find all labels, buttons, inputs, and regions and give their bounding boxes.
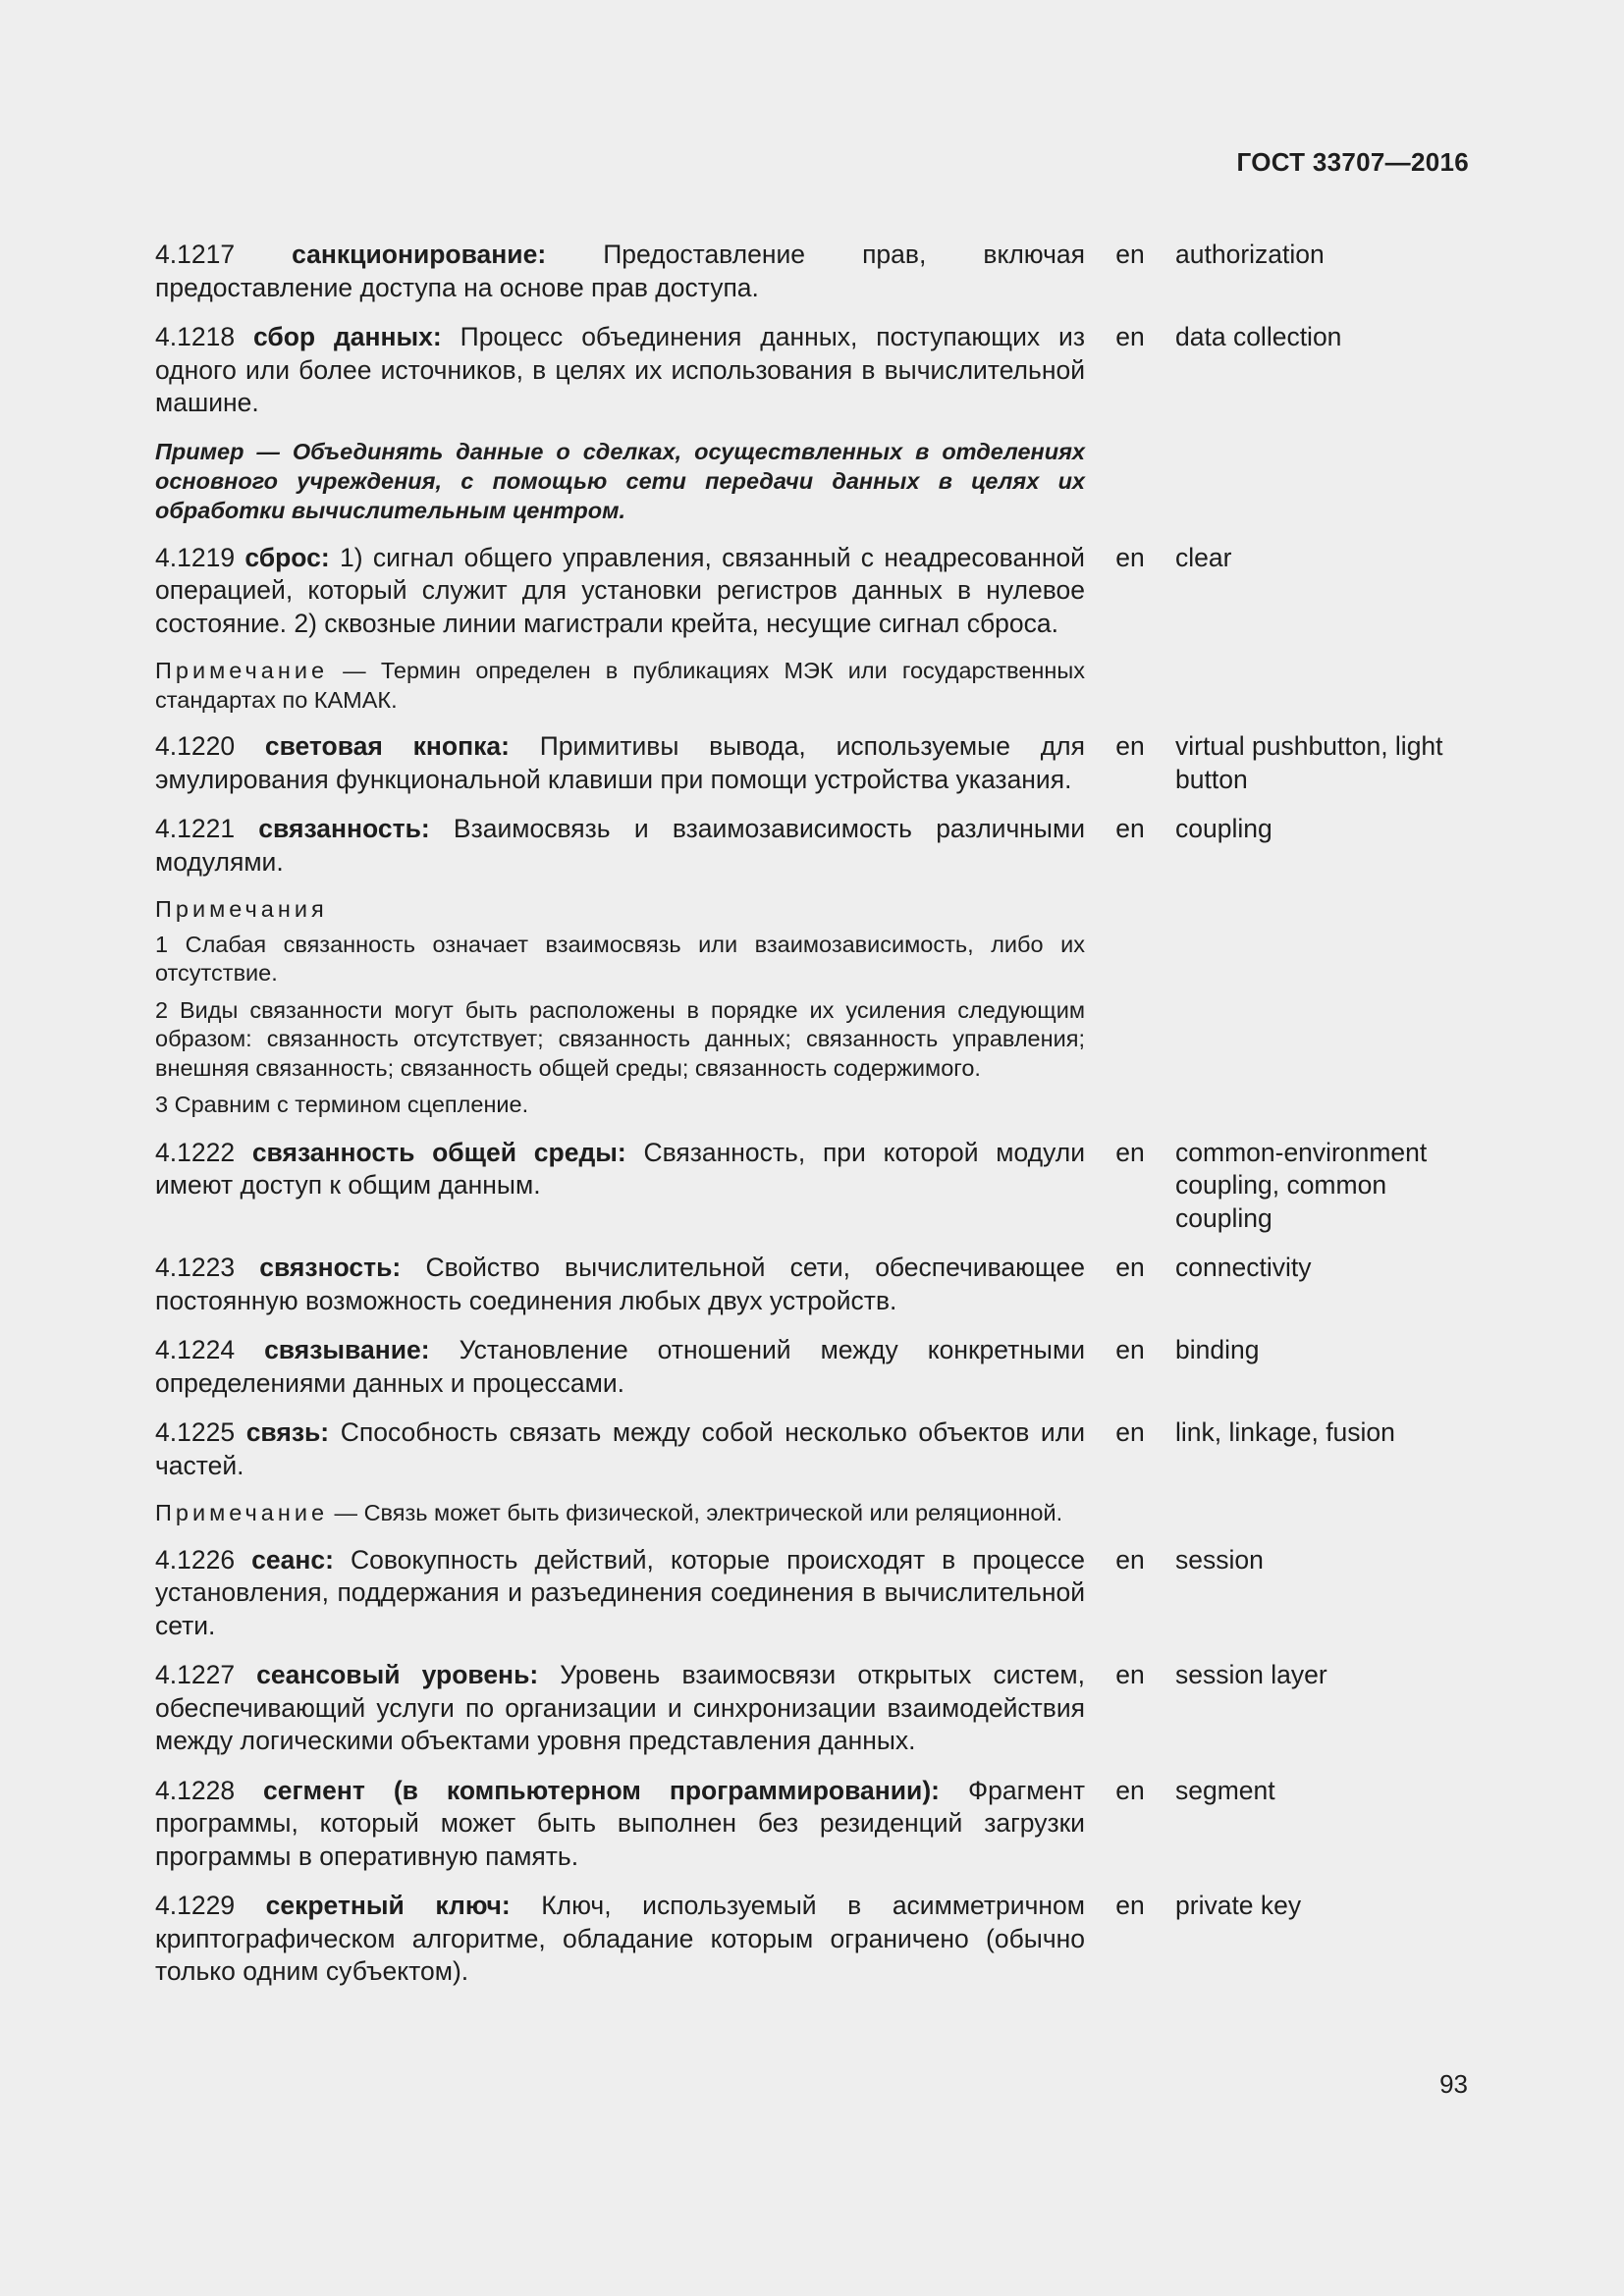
term-number: 4.1220 [155, 731, 265, 761]
term-number: 4.1223 [155, 1253, 260, 1282]
term-description: Совокупность действий, которые происходят в процессе установления, поддержания и разъединения соединения в вычислительной сети. [155, 1544, 1085, 1640]
english-equivalent: segment [1175, 1775, 1275, 1805]
term-entry [155, 813, 1471, 879]
language-code: en [1115, 1544, 1145, 1575]
term-definition [155, 1659, 1085, 1758]
term-entry [155, 1252, 1471, 1317]
term-number: 4.1217 [155, 240, 293, 269]
term-name: связность: [259, 1253, 402, 1282]
term-description: 1) сигнал общего управления, связанный с неадресованной операцией, который служит для установки регистров данных в нулевое состояние. 2) сквозные линии магистрали крейта, несущие сигнал сброса. [155, 542, 1085, 638]
english-equivalent: common-environment coupling, common coupling [1175, 1137, 1428, 1233]
language-code: en [1115, 1137, 1145, 1167]
term-entry [155, 1416, 1471, 1482]
language-code: en [1115, 731, 1145, 761]
language-code: en [1115, 1417, 1145, 1447]
note-text: — Термин определен в публикациях МЭК или государственных стандартах по КАМАК. [155, 658, 1085, 713]
english-equivalent: session [1175, 1544, 1264, 1575]
note-item: 1 Слабая связанность означает взаимосвязь или взаимозависимость, либо их отсутствие. [155, 931, 1085, 986]
document-standard-header: ГОСТ 33707—2016 [1236, 147, 1469, 177]
term-definition [155, 1544, 1085, 1643]
language-code: en [1115, 1253, 1145, 1282]
term-name: санкционирование: [292, 240, 547, 269]
note-text: — Связь может быть физической, электрической или реляционной. [328, 1500, 1063, 1525]
term-number: 4.1218 [155, 322, 253, 351]
term-description: Предоставление прав, включая предоставление доступа на основе прав доступа. [155, 240, 1085, 302]
term-number: 4.1227 [155, 1660, 257, 1689]
language-code: en [1115, 814, 1145, 843]
term-description: Установление отношений между конкретными определениями данных и процессами. [155, 1335, 1085, 1398]
language-code: en [1115, 322, 1145, 351]
term-entry [155, 321, 1471, 420]
term-description: Ключ, используемый в асимметричном криптографическом алгоритме, обладание которым ограничено (обычно только одним субъектом). [155, 1891, 1085, 1986]
term-entry [155, 1659, 1471, 1758]
term-definition [155, 542, 1085, 641]
term-definition [155, 730, 1085, 796]
term-name: связанность общей среды: [251, 1137, 626, 1167]
english-equivalent: virtual pushbutton, light button [1175, 731, 1443, 794]
term-definition [155, 1775, 1085, 1874]
note-label: Примечание [155, 1500, 329, 1525]
term-definition [155, 1137, 1085, 1202]
terms-list [155, 239, 1471, 2005]
language-code: en [1115, 542, 1145, 572]
english-equivalent: connectivity [1175, 1253, 1312, 1282]
english-equivalent: session layer [1175, 1660, 1327, 1689]
note-item: 2 Виды связанности могут быть расположены в порядке их усиления следующим образом: связанность отсутствует; связанность данных; связанность управления; внешняя связанность; связанность общей среды; связанность содержимого. [155, 996, 1085, 1081]
language-code: en [1115, 1891, 1145, 1920]
english-equivalent: private key [1175, 1891, 1302, 1920]
note-item: 3 Сравним с термином сцепление. [155, 1092, 529, 1117]
term-definition [155, 1334, 1085, 1400]
term-name: сеанс: [251, 1544, 334, 1575]
term-name: связанность: [258, 814, 430, 843]
term-description: Свойство вычислительной сети, обеспечивающее постоянную возможность соединения любых двух устройств. [155, 1253, 1085, 1315]
term-entry [155, 1890, 1471, 1989]
term-description: Способность связать между собой несколько объектов или частей. [155, 1417, 1086, 1480]
term-number: 4.1228 [155, 1775, 264, 1805]
term-number: 4.1225 [155, 1417, 246, 1447]
term-description: Связанность, при которой модули имеют доступ к общим данным. [155, 1137, 1086, 1200]
term-number: 4.1219 [155, 542, 245, 572]
term-name: сбор данных: [252, 322, 442, 351]
term-description: Уровень взаимосвязи открытых систем, обеспечивающий услуги по организации и синхронизации взаимодействия между логическими объектами уровня представления данных. [155, 1660, 1085, 1755]
term-definition [155, 1252, 1085, 1317]
term-definition [155, 813, 1085, 879]
term-entry [155, 1137, 1471, 1236]
term-number: 4.1221 [155, 814, 259, 843]
page-number: 93 [1439, 2069, 1468, 2099]
term-name: связывание: [264, 1335, 430, 1364]
term-number: 4.1226 [155, 1544, 252, 1575]
english-equivalent: clear [1175, 542, 1232, 572]
language-code: en [1115, 1660, 1145, 1689]
term-number: 4.1224 [155, 1335, 265, 1364]
term-definition [155, 1416, 1085, 1482]
term-number: 4.1229 [155, 1891, 266, 1920]
term-name: секретный ключ: [265, 1891, 511, 1920]
term-definition [155, 321, 1085, 420]
term-example: Пример — Объединять данные о сделках, осуществленных в отделениях основного учреждения, с помощью сети передачи данных в целях их обработки вычислительным центром. [155, 438, 1085, 523]
term-definition [155, 1890, 1085, 1989]
term-description: Процесс объединения данных, поступающих из одного или более источников, в целях их использования в вычислительной машине. [155, 322, 1085, 417]
term-description: Примитивы вывода, используемые для эмулирования функциональной клавиши при помощи устройства указания. [155, 731, 1085, 794]
term-number: 4.1222 [155, 1137, 252, 1167]
english-equivalent: coupling [1175, 814, 1272, 843]
term-entry [155, 1544, 1471, 1643]
english-equivalent: data collection [1175, 322, 1342, 351]
term-name: сегмент (в компьютерном программировании): [263, 1775, 940, 1805]
term-note [155, 657, 1085, 715]
english-equivalent: binding [1175, 1335, 1260, 1364]
note-label: Примечание [155, 658, 329, 683]
term-name: сброс: [244, 542, 330, 572]
language-code: en [1115, 1775, 1145, 1805]
term-description: Взаимосвязь и взаимозависимость различными модулями. [155, 814, 1085, 877]
term-entry [155, 1334, 1471, 1400]
term-definition [155, 239, 1085, 304]
term-entry [155, 542, 1471, 641]
term-entry [155, 239, 1471, 304]
term-name: сеансовый уровень: [256, 1660, 539, 1689]
language-code: en [1115, 1335, 1145, 1364]
language-code: en [1115, 240, 1145, 269]
term-description: Фрагмент программы, который может быть выполнен без резиденций загрузки программы в оперативную память. [155, 1775, 1085, 1871]
term-entry [155, 730, 1471, 796]
term-entry [155, 1775, 1471, 1874]
english-equivalent: authorization [1175, 240, 1325, 269]
notes-heading: Примечания [155, 896, 328, 922]
term-note [155, 1499, 1085, 1528]
term-name: световая кнопка: [264, 731, 510, 761]
term-name: связь: [245, 1417, 330, 1447]
english-equivalent: link, linkage, fusion [1175, 1417, 1395, 1447]
